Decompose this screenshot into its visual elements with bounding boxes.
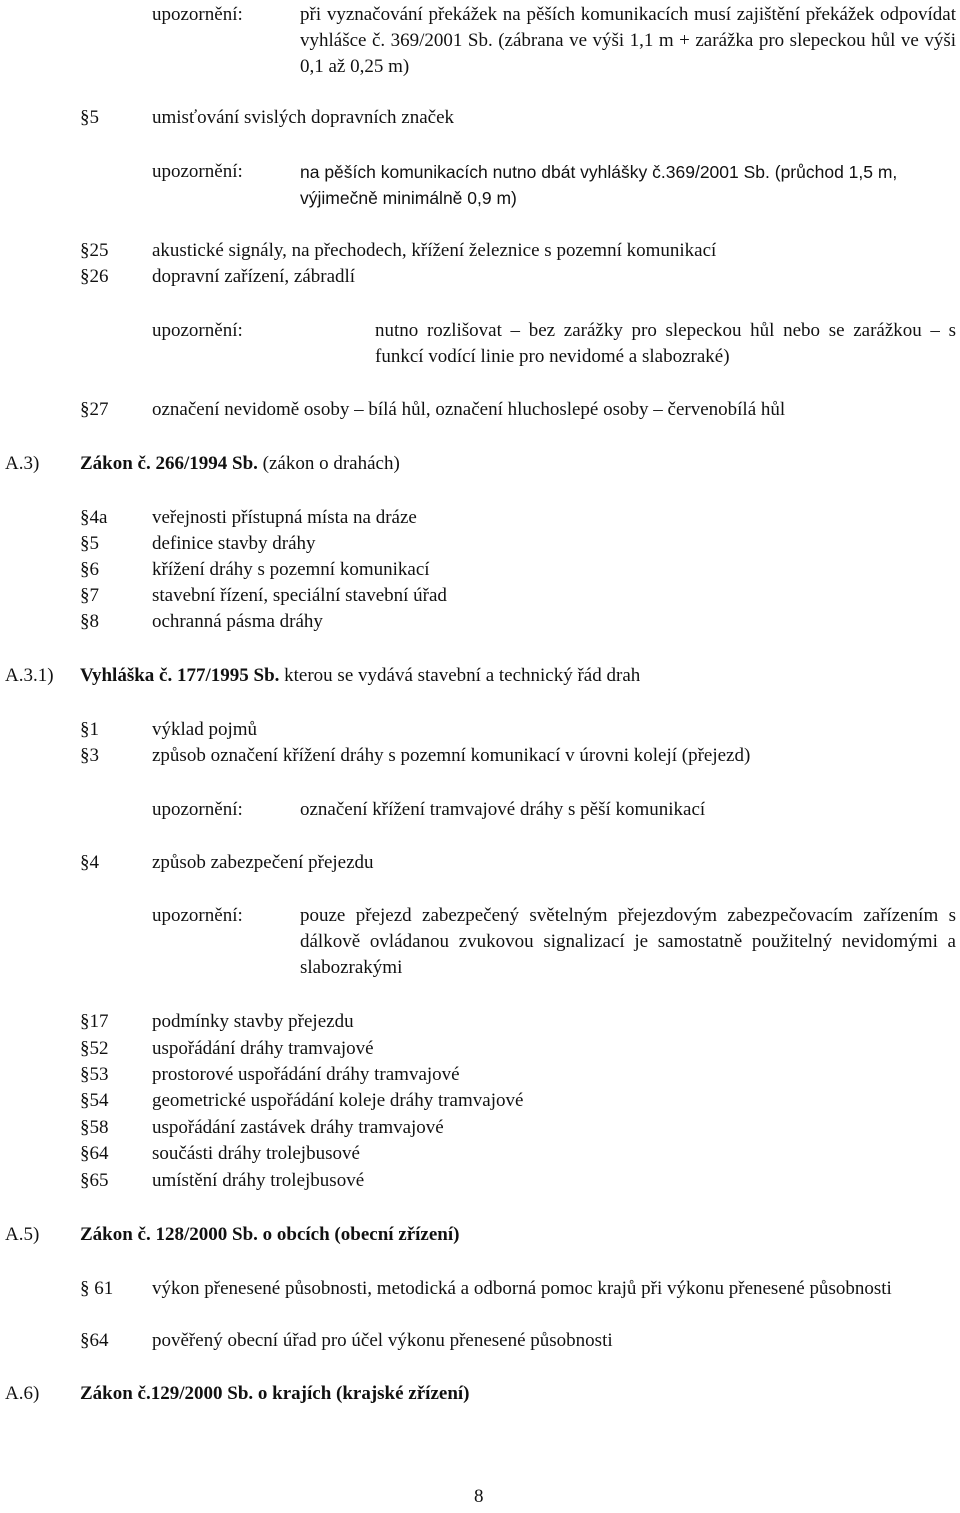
- chapter-heading: [80, 1381, 470, 1407]
- section-text: způsob zabezpečení přejezdu: [152, 852, 374, 873]
- section-number: §64: [80, 1143, 109, 1164]
- section-text: definice stavby dráhy: [152, 533, 316, 554]
- section-number: §53: [80, 1064, 109, 1085]
- section-text: způsob označení křížení dráhy s pozemní komunikací v úrovni kolejí (přejezd): [152, 745, 751, 766]
- section-number: §17: [80, 1011, 109, 1032]
- chapter-heading: [80, 1222, 459, 1248]
- section-number: § 61: [80, 1278, 114, 1299]
- chapter-label: A.3.1): [5, 665, 54, 686]
- section-number: §5: [80, 107, 99, 128]
- note-label: upozornění:: [152, 320, 243, 341]
- section-number: §4a: [80, 507, 108, 528]
- section-number: §8: [80, 611, 99, 632]
- section-number: §7: [80, 585, 99, 606]
- section-text: součásti dráhy trolejbusové: [152, 1143, 360, 1164]
- note-text: při vyznačování překážek na pěších komunikacích musí zajištění překážek odpovídat vyhlášce č. 369/2001 Sb. (zábrana ve výši 1,1 m + zarážka pro slepeckou hůl ve výši 0,1 až 0,25 m): [300, 4, 956, 77]
- section-text: veřejnosti přístupná místa na dráze: [152, 507, 417, 528]
- page-number: 8: [474, 1486, 484, 1507]
- section-text: pověřený obecní úřad pro účel výkonu přenesené působnosti: [152, 1330, 613, 1351]
- section-text: stavební řízení, speciální stavební úřad: [152, 585, 447, 606]
- note-label: upozornění:: [152, 905, 243, 926]
- section-text: umisťování svislých dopravních značek: [152, 107, 455, 128]
- section-text: geometrické uspořádání koleje dráhy tramvajové: [152, 1090, 524, 1111]
- section-text: výkon přenesené působnosti, metodická a odborná pomoc krajů při výkonu přenesené působnosti: [152, 1278, 892, 1299]
- section-number: §5: [80, 533, 99, 554]
- section-number: §25: [80, 240, 109, 261]
- section-text: ochranná pásma dráhy: [152, 611, 323, 632]
- section-number: §1: [80, 719, 99, 740]
- law-subtitle: kterou se vydává stavební a technický řád drah: [279, 665, 641, 686]
- law-subtitle: (zákon o drahách): [257, 453, 400, 474]
- note-label: upozornění:: [152, 161, 243, 182]
- note-text: na pěších komunikacích nutno dbát vyhlášky č.369/2001 Sb. (průchod 1,5 m, výjimečně minimálně 0,9 m): [300, 162, 898, 208]
- section-text: akustické signály, na přechodech, křížení železnice s pozemní komunikací: [152, 240, 717, 261]
- chapter-label: A.6): [5, 1383, 40, 1404]
- note-text: pouze přejezd zabezpečený světelným přejezdovým zabezpečovacím zařízením s dálkově ovládanou zvukovou signalizací je samostatně použitelný nevidomými a slabozrakými: [300, 905, 956, 978]
- section-text: uspořádání zastávek dráhy tramvajové: [152, 1117, 444, 1138]
- chapter-label: A.5): [5, 1224, 40, 1245]
- section-text: uspořádání dráhy tramvajové: [152, 1038, 374, 1059]
- section-text: výklad pojmů: [152, 719, 258, 740]
- section-number: §3: [80, 745, 99, 766]
- section-text: umístění dráhy trolejbusové: [152, 1170, 365, 1191]
- law-title: Zákon č. 266/1994 Sb.: [80, 453, 258, 474]
- note-text: nutno rozlišovat – bez zarážky pro slepeckou hůl nebo se zarážkou – s funkcí vodící linie pro nevidomé a slabozraké): [375, 320, 956, 367]
- section-text: prostorové uspořádání dráhy tramvajové: [152, 1064, 460, 1085]
- law-title: Zákon č.129/2000 Sb. o krajích (krajské zřízení): [80, 1383, 470, 1404]
- section-text: dopravní zařízení, zábradlí: [152, 266, 356, 287]
- section-number: §6: [80, 559, 99, 580]
- note-label: upozornění:: [152, 4, 243, 25]
- section-number: §27: [80, 399, 109, 420]
- chapter-label: A.3): [5, 453, 40, 474]
- section-number: §58: [80, 1117, 109, 1138]
- section-number: §52: [80, 1038, 109, 1059]
- section-number: §64: [80, 1330, 109, 1351]
- chapter-heading: [80, 451, 400, 477]
- section-number: §26: [80, 266, 109, 287]
- section-text: křížení dráhy s pozemní komunikací: [152, 559, 430, 580]
- note-text: označení křížení tramvajové dráhy s pěší komunikací: [300, 799, 706, 820]
- law-title: Zákon č. 128/2000 Sb. o obcích (obecní zřízení): [80, 1224, 460, 1245]
- section-number: §65: [80, 1170, 109, 1191]
- chapter-heading: [80, 663, 640, 689]
- section-number: §4: [80, 852, 99, 873]
- section-number: §54: [80, 1090, 109, 1111]
- law-title: Vyhláška č. 177/1995 Sb.: [80, 665, 280, 686]
- section-text: označení nevidomě osoby – bílá hůl, označení hluchoslepé osoby – červenobílá hůl: [152, 399, 786, 420]
- section-text: podmínky stavby přejezdu: [152, 1011, 354, 1032]
- note-label: upozornění:: [152, 799, 243, 820]
